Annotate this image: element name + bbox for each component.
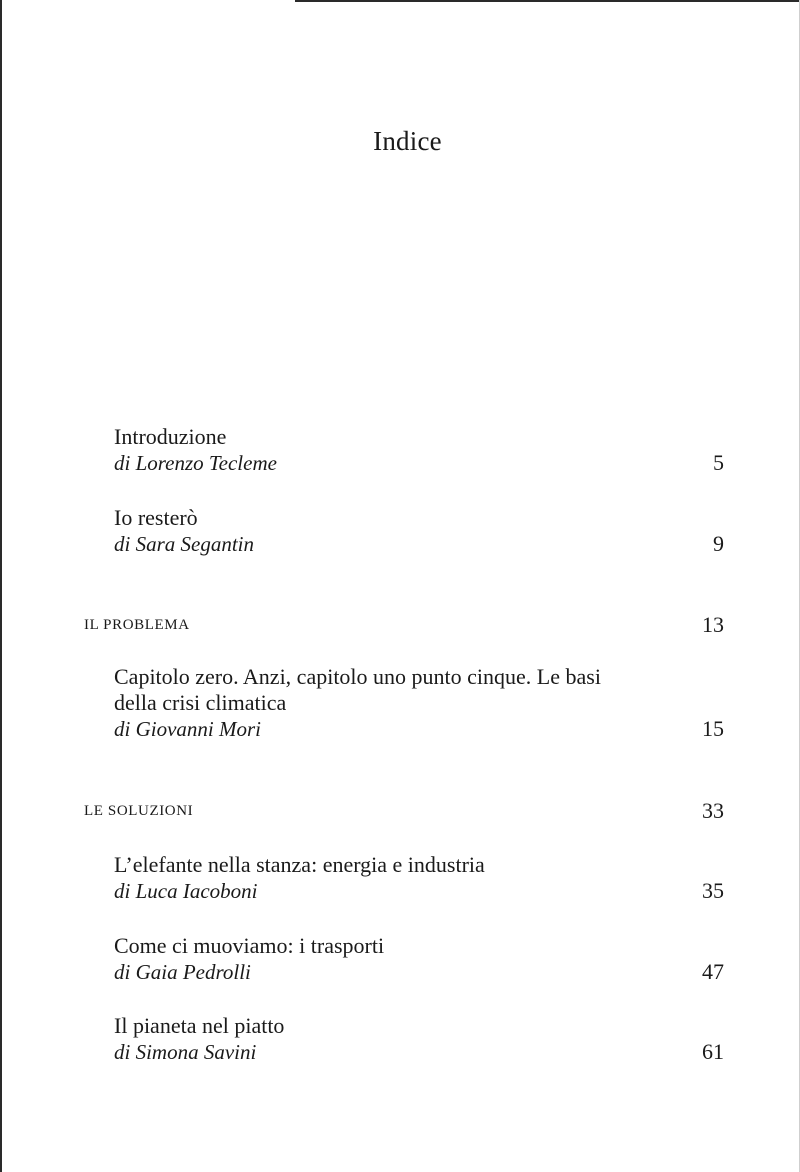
entry-author: di Sara Segantin	[114, 532, 254, 556]
entry-title: Come ci muoviamo: i trasporti	[114, 933, 385, 958]
toc-entry-trasporti	[114, 933, 724, 985]
entry-page-number: 47	[702, 959, 724, 984]
entry-page-number: 5	[713, 450, 724, 475]
section-label: LE SOLUZIONI	[84, 803, 194, 819]
entry-title: L’elefante nella stanza: energia e industria	[114, 852, 485, 877]
entry-author: di Lorenzo Tecleme	[114, 451, 277, 475]
toc-entry-capitolo-zero	[114, 664, 724, 742]
entry-author: di Giovanni Mori	[114, 717, 261, 741]
toc-section-il-problema	[84, 612, 724, 638]
entry-author: di Simona Savini	[114, 1040, 257, 1064]
entry-title-line-2: della crisi climatica	[114, 690, 287, 715]
entry-page-number: 61	[702, 1039, 724, 1064]
entry-page-number: 9	[713, 531, 724, 556]
entry-author: di Luca Iacoboni	[114, 879, 258, 903]
toc-entry-elefante	[114, 852, 724, 904]
section-page-number: 13	[702, 612, 724, 637]
toc-entry-introduzione	[114, 424, 724, 476]
toc-entry-pianeta	[114, 1013, 724, 1065]
page-title: Indice	[373, 126, 442, 156]
entry-page-number: 35	[702, 878, 724, 903]
entry-title-line-1: Capitolo zero. Anzi, capitolo uno punto cinque. Le basi	[114, 664, 601, 689]
entry-page-number: 15	[702, 716, 724, 741]
entry-title: Il pianeta nel piatto	[114, 1013, 285, 1038]
toc-section-le-soluzioni	[84, 798, 724, 824]
section-page-number: 33	[702, 798, 724, 823]
entry-title: Introduzione	[114, 424, 227, 449]
entry-title: Io resterò	[114, 505, 198, 530]
entry-author: di Gaia Pedrolli	[114, 960, 251, 984]
toc-entry-io-restero	[114, 505, 724, 557]
section-label: IL PROBLEMA	[84, 617, 190, 633]
